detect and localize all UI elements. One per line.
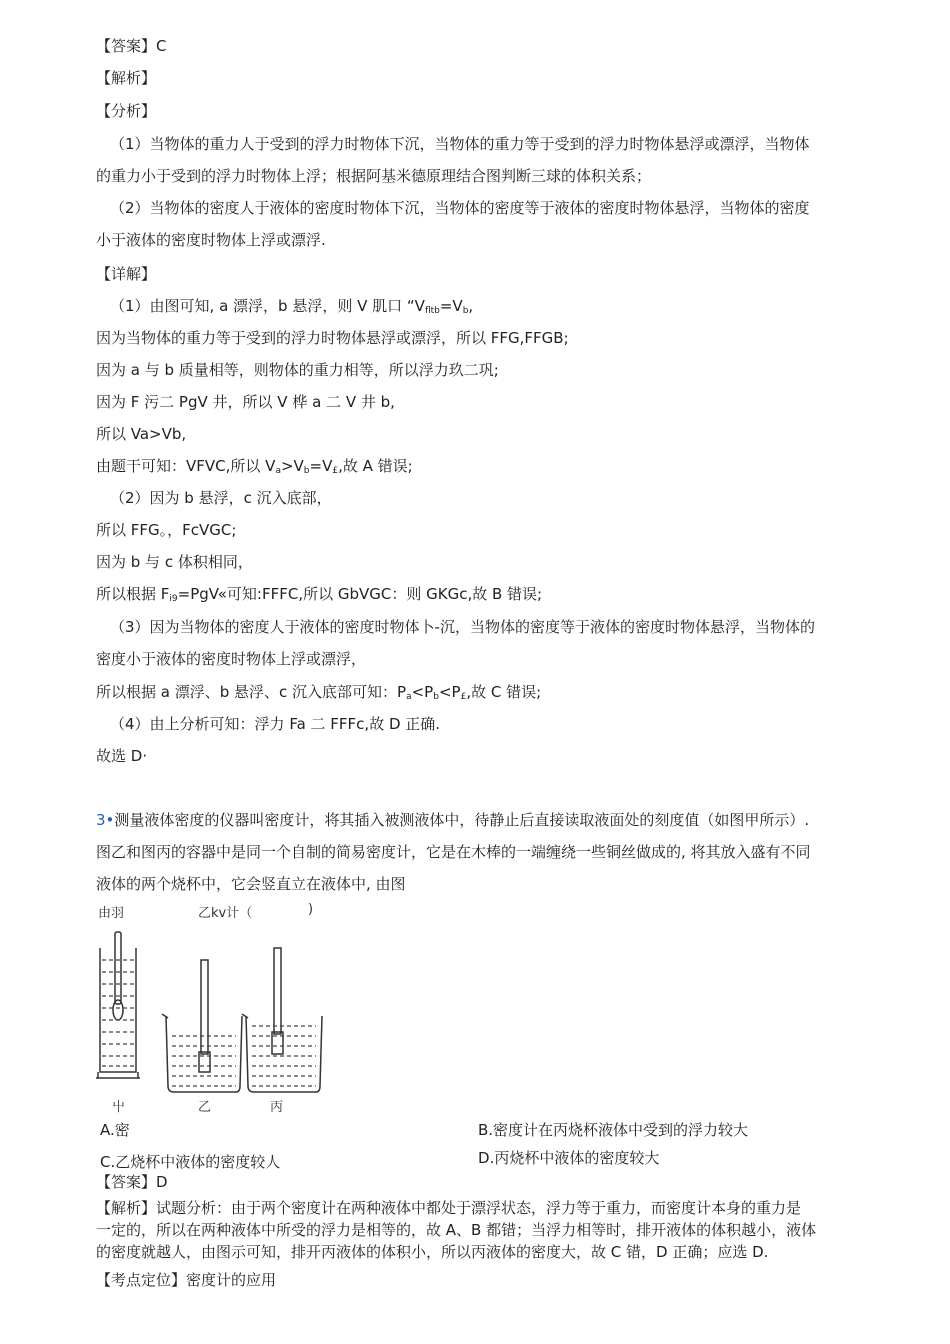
detail-line-9: 因为 b 与 c 体积相同，: [96, 553, 253, 571]
option-c: C.乙烧杯中液体的密度较人: [100, 1153, 281, 1171]
detail-line-4: 因为 F 污二 PgV 井，所以 V 桦 a 二 V 井 b,: [96, 393, 395, 411]
figure-label-bing: 丙: [270, 1100, 284, 1115]
detail-3-line-a: （3）因为当物体的密度人于液体的密度时物体卜-沉，当物体的密度等于液体的密度时物体悬浮，当物体的: [110, 618, 815, 636]
figure-label-jia: 屮: [112, 1100, 126, 1115]
hydrometer-figure: [94, 900, 334, 1122]
detail-line-8: 所以 FFG。，FcVGC;: [96, 521, 237, 539]
detail-line-3: 因为 a 与 b 质量相等，则物体的重力相等，所以浮力玖二巩;: [96, 361, 499, 379]
detail-line-12: （4）由上分析可知：浮力 Fa 二 FFFc,故 D 正确.: [110, 715, 441, 733]
question-3-line-b: 图乙和图丙的容器中是同一个自制的简易密度计，它是在木棒的一端缠绕一些铜丝做成的, 将其放入盛有不同: [96, 843, 811, 861]
explanation-line-a: 【解析】试题分析：由于两个密度计在两种液体中都处于漂浮状态，浮力等于重力，而密度计本身的重力是: [96, 1199, 802, 1217]
jiexi-heading: 【解析】: [96, 69, 157, 87]
detail-line-6: 由题干可知：VFVC,所以 $V_a>V_b=V_£$,故 A 错误;: [96, 457, 413, 476]
detail-line-2: 因为当物体的重力等于受到的浮力时物体悬浮或漂浮，所以 FFG,FFGB;: [96, 329, 569, 347]
option-b: B.密度计在丙烧杯液体中受到的浮力较大: [478, 1121, 749, 1139]
detail-paragraph-3: [96, 611, 856, 675]
detail-line-7: （2）因为 b 悬浮，c 沉入底部，: [110, 489, 332, 507]
analysis-paragraph-1: [96, 128, 856, 192]
question-3-line-a: 3•测量液体密度的仪器叫密度计，将其插入被测液体中，待静止后直接读取液面处的刻度值（如图甲所示）.: [96, 811, 810, 829]
beakers-drawing: [94, 900, 334, 1122]
analysis-2-line-b: 小于液体的密度时物体上浮或漂浮.: [96, 231, 326, 249]
kaodian-line: 【考点定位】密度计的应用: [96, 1271, 277, 1289]
question-answer: 【答案】D: [96, 1173, 168, 1191]
question-number: 3•: [96, 811, 115, 829]
option-a: A.密: [100, 1121, 130, 1139]
analysis-1-line-a: （1）当物体的重力人于受到的浮力时物体下沉，当物体的重力等于受到的浮力时物体悬浮或漂浮，当物体: [110, 135, 810, 153]
analysis-1-line-b: 的重力小于受到的浮力时物体上浮；根据阿基米德原理结合图判断三球的体积关系；: [96, 167, 652, 185]
detail-3-line-b: 密度小于液体的密度时物体上浮或漂浮，: [96, 650, 367, 668]
analysis-2-line-a: （2）当物体的密度人于液体的密度时物体下沉，当物体的密度等于液体的密度时物体悬浮，当物体的密度: [110, 199, 810, 217]
question-3-stem: [96, 804, 856, 900]
detail-line-1: （1）由图可知, a 漂浮，b 悬浮，则 V 肌口 “$V_{fltb}=V_b$,: [110, 297, 474, 316]
figure-label-yi: 乙: [198, 1100, 212, 1115]
fenxi-heading: 【分析】: [96, 102, 157, 120]
explanation-line-c: 的密度就越人，由图示可知，排开丙液体的体积小，所以丙液体的密度大，故 C 错，D 正确；应选 D.: [96, 1243, 769, 1261]
question-3-line-c: 液体的两个烧杯中，它会竖直立在液体中, 由图: [96, 875, 406, 893]
answer-line: 【答案】C: [96, 37, 167, 55]
option-d: D.丙烧杯中液体的密度较大: [478, 1149, 660, 1167]
explanation-line-b: 一定的，所以在两种液体中所受的浮力是相等的，故 A、B 都错；当浮力相等时，排开液体的体积越小，液体: [96, 1221, 817, 1239]
question-explanation: [96, 1197, 856, 1263]
xiangjie-heading: 【详解】: [96, 265, 157, 283]
figure-label-top-right: ): [308, 902, 314, 917]
figure-label-top-left: 由羽: [98, 906, 125, 921]
detail-line-10: 所以根据 $F_{i9}=PgV«$可知:FFFC,所以 GbVGC：则 GKGc,故 B 错误;: [96, 585, 543, 604]
detail-line-5: 所以 Va>Vb,: [96, 425, 187, 443]
choose-line: 故选 D·: [96, 747, 148, 765]
analysis-paragraph-2: [96, 192, 856, 256]
figure-label-top-mid: 乙kv计（: [198, 906, 253, 921]
detail-line-11: 所以根据 a 漂浮、b 悬浮、c 沉入底部可知：$P_a<P_b<P_£$,故 C 错误;: [96, 683, 542, 702]
